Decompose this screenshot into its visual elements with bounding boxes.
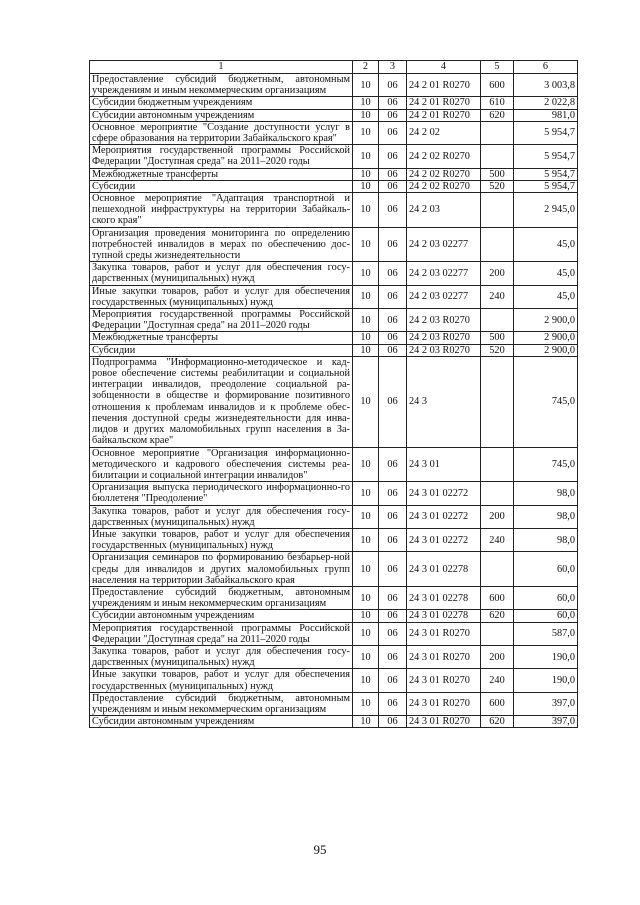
page-number: 95 [313,842,327,857]
row-target-code: 24 3 [407,356,481,447]
row-amount: 45,0 [514,227,578,262]
row-section: 10 [353,285,379,308]
row-target-code: 24 2 02 R0270 [407,145,481,168]
row-section: 10 [353,552,379,587]
row-expense-type: 620 [481,109,514,121]
row-expense-type: 520 [481,344,514,356]
table-row [90,586,578,609]
row-subsection: 06 [379,692,407,715]
row-target-code: 24 3 01 02272 [407,482,481,505]
row-name: Организация выпуска периодического информационно-го бюллетеня "Преодоление" [90,482,353,505]
row-name: Субсидии [90,180,353,192]
row-amount: 5 954,7 [514,168,578,180]
row-name: Закупка товаров, работ и услуг для обеспечения госу-дарственных (муниципальных) нужд [90,505,353,528]
row-expense-type: 200 [481,505,514,528]
row-target-code: 24 3 01 [407,447,481,482]
row-expense-type: 500 [481,332,514,344]
header-col-5: 5 [481,61,514,74]
row-amount: 5 954,7 [514,145,578,168]
row-name: Субсидии автономным учреждениям [90,610,353,622]
row-subsection: 06 [379,447,407,482]
row-amount: 745,0 [514,356,578,447]
table-row [90,227,578,262]
row-expense-type [481,309,514,332]
row-amount: 587,0 [514,622,578,645]
row-name: Предоставление субсидий бюджетным, автономным учреждениям и иным некоммерческим организациям [90,74,353,97]
row-name: Межбюджетные трансферты [90,332,353,344]
row-subsection: 06 [379,97,407,109]
row-target-code: 24 2 03 R0270 [407,309,481,332]
row-amount: 98,0 [514,505,578,528]
row-expense-type: 200 [481,262,514,285]
row-expense-type: 600 [481,586,514,609]
row-name: Основное мероприятие "Организация информационно-методического и кадрового обеспечения системы реа-билитации и социальной интеграции инвалидов" [90,447,353,482]
table-row [90,716,578,728]
row-name: Подпрограмма "Информационно-методическое и кад-ровое обеспечение системы реабилитации и социальной интеграции инвалидов, преодоление социальной ра-зобщенности в обществе и формирование позитивного отношения к проблемам инвалидов и к проблеме обес-печения доступной среды жизнедеятельности для инва-лидов и других маломобильных групп населения в За-байкальском крае" [90,356,353,447]
row-subsection: 06 [379,74,407,97]
row-name: Закупка товаров, работ и услуг для обеспечения госу-дарственных (муниципальных) нужд [90,262,353,285]
row-target-code: 24 2 02 R0270 [407,168,481,180]
row-target-code: 24 2 03 R0270 [407,344,481,356]
row-section: 10 [353,262,379,285]
row-subsection: 06 [379,622,407,645]
row-section: 10 [353,622,379,645]
row-section: 10 [353,74,379,97]
budget-table [89,60,578,728]
row-name: Предоставление субсидий бюджетным, автономным учреждениям и иным некоммерческим организациям [90,586,353,609]
row-expense-type: 240 [481,669,514,692]
row-expense-type: 600 [481,692,514,715]
table-row [90,356,578,447]
table-row [90,180,578,192]
row-target-code: 24 2 02 [407,121,481,144]
row-section: 10 [353,180,379,192]
row-amount: 60,0 [514,586,578,609]
row-subsection: 06 [379,168,407,180]
row-subsection: 06 [379,180,407,192]
row-amount: 2 022,8 [514,97,578,109]
row-section: 10 [353,193,379,228]
row-amount: 981,0 [514,109,578,121]
table-row [90,447,578,482]
table-row [90,552,578,587]
row-target-code: 24 2 01 R0270 [407,97,481,109]
row-amount: 45,0 [514,285,578,308]
row-target-code: 24 3 01 R0270 [407,716,481,728]
table-row [90,309,578,332]
row-subsection: 06 [379,528,407,551]
row-expense-type: 620 [481,610,514,622]
header-row [90,61,578,74]
row-amount: 190,0 [514,645,578,668]
row-amount: 5 954,7 [514,121,578,144]
row-expense-type [481,447,514,482]
row-section: 10 [353,447,379,482]
row-section: 10 [353,645,379,668]
row-name: Закупка товаров, работ и услуг для обеспечения госу-дарственных (муниципальных) нужд [90,645,353,668]
row-amount: 60,0 [514,610,578,622]
header-col-1: 1 [90,61,353,74]
table-row [90,622,578,645]
row-amount: 3 003,8 [514,74,578,97]
table-row [90,645,578,668]
row-target-code: 24 3 01 02278 [407,586,481,609]
row-target-code: 24 3 01 02278 [407,552,481,587]
row-section: 10 [353,505,379,528]
row-section: 10 [353,168,379,180]
row-target-code: 24 3 01 02278 [407,610,481,622]
table-row [90,145,578,168]
row-name: Субсидии бюджетным учреждениям [90,97,353,109]
table-row [90,262,578,285]
row-expense-type [481,227,514,262]
header-col-4: 4 [407,61,481,74]
row-target-code: 24 3 01 02272 [407,505,481,528]
row-target-code: 24 2 03 R0270 [407,332,481,344]
row-expense-type: 240 [481,528,514,551]
table-row [90,74,578,97]
row-name: Иные закупки товаров, работ и услуг для обеспечения государственных (муниципальных) нужд [90,669,353,692]
row-section: 10 [353,610,379,622]
row-name: Субсидии автономным учреждениям [90,109,353,121]
row-subsection: 06 [379,193,407,228]
row-name: Иные закупки товаров, работ и услуг для обеспечения государственных (муниципальных) нужд [90,285,353,308]
row-subsection: 06 [379,610,407,622]
row-subsection: 06 [379,227,407,262]
row-amount: 397,0 [514,716,578,728]
table-row [90,168,578,180]
row-subsection: 06 [379,344,407,356]
row-section: 10 [353,109,379,121]
row-subsection: 06 [379,482,407,505]
row-name: Основное мероприятие "Адаптация транспортной и пешеходной инфраструктуры на территории Забайкаль-ского края" [90,193,353,228]
row-expense-type: 520 [481,180,514,192]
row-target-code: 24 3 01 R0270 [407,645,481,668]
row-name: Иные закупки товаров, работ и услуг для обеспечения государственных (муниципальных) нужд [90,528,353,551]
row-amount: 98,0 [514,528,578,551]
table-header [90,61,578,74]
row-name: Межбюджетные трансферты [90,168,353,180]
row-target-code: 24 2 03 [407,193,481,228]
row-subsection: 06 [379,285,407,308]
header-col-6: 6 [514,61,578,74]
row-amount: 397,0 [514,692,578,715]
row-target-code: 24 3 01 R0270 [407,622,481,645]
row-subsection: 06 [379,262,407,285]
row-target-code: 24 3 01 R0270 [407,669,481,692]
row-amount: 98,0 [514,482,578,505]
row-expense-type [481,193,514,228]
row-expense-type [481,121,514,144]
row-subsection: 06 [379,332,407,344]
row-name: Предоставление субсидий бюджетным, автономным учреждениям и иным некоммерческим организациям [90,692,353,715]
row-subsection: 06 [379,645,407,668]
row-target-code: 24 2 03 02277 [407,262,481,285]
row-expense-type: 200 [481,645,514,668]
row-subsection: 06 [379,145,407,168]
row-target-code: 24 3 01 02272 [407,528,481,551]
row-section: 10 [353,332,379,344]
row-section: 10 [353,344,379,356]
row-expense-type: 620 [481,716,514,728]
table-row [90,482,578,505]
row-section: 10 [353,121,379,144]
row-subsection: 06 [379,505,407,528]
table-row [90,610,578,622]
row-expense-type [481,482,514,505]
row-expense-type: 600 [481,74,514,97]
row-amount: 745,0 [514,447,578,482]
row-name: Мероприятия государственной программы Российской Федерации "Доступная среда" на 2011–2020 годы [90,145,353,168]
row-target-code: 24 3 01 R0270 [407,692,481,715]
row-section: 10 [353,145,379,168]
table-row [90,505,578,528]
row-section: 10 [353,586,379,609]
row-target-code: 24 2 03 02277 [407,285,481,308]
row-subsection: 06 [379,669,407,692]
table-row [90,109,578,121]
row-name: Мероприятия государственной программы Российской Федерации "Доступная среда" на 2011–2020 годы [90,309,353,332]
row-subsection: 06 [379,109,407,121]
row-section: 10 [353,309,379,332]
row-amount: 2 945,0 [514,193,578,228]
row-amount: 2 900,0 [514,332,578,344]
row-expense-type: 500 [481,168,514,180]
header-col-3: 3 [379,61,407,74]
row-subsection: 06 [379,309,407,332]
row-name: Организация проведения мониторинга по определению потребностей инвалидов в мерах по обеспечению дос-тупной среды жизнедеятельности [90,227,353,262]
row-amount: 5 954,7 [514,180,578,192]
row-expense-type: 240 [481,285,514,308]
row-target-code: 24 2 01 R0270 [407,74,481,97]
table-body [90,74,578,728]
row-subsection: 06 [379,356,407,447]
row-name: Мероприятия государственной программы Российской Федерации "Доступная среда" на 2011–2020 годы [90,622,353,645]
row-section: 10 [353,692,379,715]
row-section: 10 [353,356,379,447]
row-expense-type [481,552,514,587]
table-row [90,97,578,109]
row-name: Организация семинаров по формированию безбарьер-ной среды для инвалидов и других маломобильных групп населения на территории Забайкальского края [90,552,353,587]
row-amount: 45,0 [514,262,578,285]
row-subsection: 06 [379,586,407,609]
row-expense-type [481,622,514,645]
row-name: Субсидии автономным учреждениям [90,716,353,728]
table-row [90,121,578,144]
row-target-code: 24 2 03 02277 [407,227,481,262]
table-row [90,692,578,715]
row-subsection: 06 [379,552,407,587]
row-amount: 2 900,0 [514,309,578,332]
row-subsection: 06 [379,716,407,728]
row-target-code: 24 2 02 R0270 [407,180,481,192]
row-name: Субсидии [90,344,353,356]
table-row [90,285,578,308]
row-section: 10 [353,528,379,551]
header-col-2: 2 [353,61,379,74]
row-expense-type [481,356,514,447]
row-name: Основное мероприятие "Создание доступности услуг в сфере образования на территории Забайкальского края" [90,121,353,144]
table-row [90,669,578,692]
row-section: 10 [353,716,379,728]
row-target-code: 24 2 01 R0270 [407,109,481,121]
row-amount: 2 900,0 [514,344,578,356]
table-row [90,193,578,228]
row-subsection: 06 [379,121,407,144]
row-section: 10 [353,482,379,505]
row-section: 10 [353,227,379,262]
row-expense-type [481,145,514,168]
table-row [90,344,578,356]
row-amount: 190,0 [514,669,578,692]
row-amount: 60,0 [514,552,578,587]
table-row [90,332,578,344]
row-section: 10 [353,97,379,109]
row-expense-type: 610 [481,97,514,109]
table-row [90,528,578,551]
row-section: 10 [353,669,379,692]
